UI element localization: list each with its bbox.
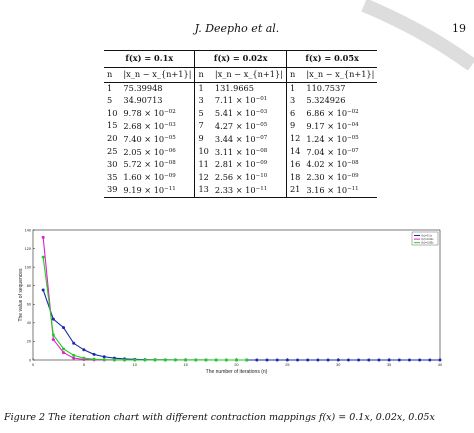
y-tick-label: 120 [24,246,31,251]
col-header-n: n [104,67,120,82]
cell-mantissa: 3.16 × 10 [306,184,348,195]
cell-exponent: −07 [255,134,268,141]
cell-n: 7 [195,120,212,133]
table-row [104,158,377,171]
data-point [428,359,431,362]
results-table [104,50,377,198]
cell-exponent: −05 [347,134,359,141]
group-header-0.02x: f(x) = 0.02x [195,51,286,68]
cell-difference [212,158,287,171]
cell-difference [303,120,377,133]
cell-mantissa: 6.86 × 10 [306,108,348,119]
data-point [62,347,65,350]
cell-exponent: −11 [255,185,268,192]
group-header-0.05x: f(x) = 0.05x [286,51,377,68]
cell-exponent: −05 [255,121,268,128]
cell-exponent: −01 [255,96,268,103]
cell-exponent: −06 [164,147,176,154]
cell-difference [212,94,287,107]
col-header-n: n [195,67,212,82]
data-point [42,236,45,239]
table-column-header-row [104,67,377,82]
cell-n: 5 [195,107,212,120]
cell-difference [303,133,377,146]
cell-mantissa: 7.40 × 10 [123,133,165,144]
data-point [42,288,45,291]
data-point [286,359,289,362]
data-point [42,256,45,259]
y-tick-label: 0 [28,358,31,363]
legend-entry: f(x)=0.1x [421,234,433,238]
cell-difference [212,146,287,159]
cell-n: 3 [286,94,303,107]
x-tick-label: 0 [31,363,35,367]
data-point [113,358,116,361]
cell-n: 1 [107,82,113,93]
cell-mantissa: 1.60 × 10 [123,172,165,183]
data-point [276,359,279,362]
cell-mantissa: 5.72 × 10 [123,159,165,170]
cell-n: 16 [286,158,303,171]
data-point [154,359,157,362]
cell-difference [212,184,287,197]
cell-exponent: −08 [347,160,359,167]
data-point [337,359,340,362]
data-point [418,359,421,362]
cell-n: 5 [107,94,113,105]
cell-n: 6 [286,107,303,120]
data-point [62,351,65,354]
figure-caption: Figure 2 The iteration chart with different contraction mappings f(x) = 0.1x, 0.02x, 0.05x [4,412,435,423]
x-tick-label: 30 [336,363,341,367]
data-point [235,359,238,362]
cell-n: 30 [107,158,118,169]
table-row [104,171,377,184]
cell-mantissa: 9.17 × 10 [306,120,348,131]
x-tick-label: 15 [183,363,188,367]
cell-n: 9 [195,133,212,146]
x-tick-label: 40 [437,363,443,367]
table-body [104,82,377,197]
cell-n: 12 [286,133,303,146]
cell-mantissa: 2.81 × 10 [214,159,256,170]
data-point [204,359,207,362]
cell-n: 18 [286,171,303,184]
data-point [306,359,309,362]
table-row [104,184,377,197]
cell-n: 10 [107,107,118,118]
cell-difference [212,133,287,146]
table-row [104,94,377,107]
cell-difference [303,107,377,120]
cell-exponent: −08 [164,160,176,167]
cell-mantissa: 34.90713 [123,94,163,105]
data-point [398,359,401,362]
col-header-difference: |x_n − x_{n+1}| [303,67,377,82]
y-tick-label: 40 [26,321,31,326]
data-point [439,359,442,362]
cell-mantissa: 2.30 × 10 [306,172,348,183]
data-point [103,358,106,361]
data-point [62,326,65,329]
x-tick-label: 35 [387,363,392,367]
cell-exponent: −04 [347,121,359,128]
cell-exponent: −09 [347,173,359,180]
cell-exponent: −10 [255,173,268,180]
cell-mantissa: 9.78 × 10 [123,108,165,119]
data-point [72,354,75,357]
data-point [143,358,146,361]
data-point [194,359,197,362]
data-point [72,357,75,360]
cell-n: 1 [286,82,303,94]
x-tick-label: 25 [285,363,290,367]
cell-mantissa: 7.11 × 10 [214,95,256,106]
cell-exponent: −05 [164,134,176,141]
data-point [388,359,391,362]
cell-mantissa: 4.27 × 10 [214,120,256,131]
cell-mantissa: 5.324926 [306,94,346,105]
cell-difference [120,82,195,94]
cell-mantissa: 110.7537 [306,82,346,93]
cell-exponent: −09 [164,173,176,180]
cell-exponent: −08 [255,147,268,154]
data-point [72,342,75,345]
iteration-chart [0,222,474,412]
table-row [104,82,377,94]
col-header-n: n [286,67,303,82]
data-point [347,359,350,362]
cell-mantissa: 3.44 × 10 [214,133,256,144]
cell-mantissa: 131.9665 [214,82,254,93]
cell-difference [120,94,195,107]
data-point [123,358,126,361]
cell-difference [303,146,377,159]
x-tick-label: 10 [132,363,137,367]
cell-exponent: −09 [255,160,268,167]
cell-n: 9 [286,120,303,133]
legend-entry: f(x)=0.05x [421,241,434,245]
cell-n: 35 [107,171,118,182]
cell-n: 21 [286,184,303,197]
x-axis-label: The number of iterations (n) [205,369,268,375]
x-tick-label: 20 [234,363,239,367]
cell-mantissa: 7.04 × 10 [306,146,348,157]
cell-exponent: −03 [255,109,268,116]
data-point [316,359,319,362]
data-point [93,358,96,361]
cell-mantissa: 2.56 × 10 [214,172,256,183]
data-point [255,359,258,362]
cell-difference [212,120,287,133]
cell-mantissa: 4.02 × 10 [306,159,348,170]
table-row [104,146,377,159]
data-point [174,359,177,362]
cell-difference [120,171,195,184]
cell-n: 3 [195,94,212,107]
data-point [266,359,269,362]
x-tick-label: 5 [82,363,85,367]
cell-mantissa: 5.41 × 10 [214,108,256,119]
cell-mantissa: 2.33 × 10 [214,184,256,195]
data-point [377,359,380,362]
data-point [225,359,228,362]
cell-difference [303,184,377,197]
data-point [327,359,330,362]
group-header-0.1x: f(x) = 0.1x [104,51,195,68]
y-tick-label: 60 [26,302,31,307]
cell-difference [120,120,195,133]
cell-exponent: −02 [347,109,359,116]
page-number: 19 [452,22,466,35]
data-point [184,359,187,362]
cell-mantissa: 3.11 × 10 [214,146,256,157]
iteration-chart-figure [0,222,474,412]
cell-n: 20 [107,133,118,144]
cell-n: 11 [195,158,212,171]
cell-difference [120,107,195,120]
cell-difference [120,133,195,146]
cell-difference [120,184,195,197]
data-point [52,338,55,341]
data-point [93,353,96,356]
data-point [408,359,411,362]
cell-difference [303,94,377,107]
data-point [357,359,360,362]
cell-exponent: −02 [164,109,176,116]
cell-exponent: −03 [164,121,176,128]
col-header-difference: |x_n − x_{n+1}| [212,67,287,82]
y-axis-label: The value of sequences [18,268,24,322]
cell-difference [303,158,377,171]
cell-n: 15 [107,120,118,131]
cell-n: 12 [195,171,212,184]
cell-n: 14 [286,146,303,159]
data-point [133,358,136,361]
legend-entry: f(x)=0.02x [421,238,434,242]
y-tick-label: 80 [26,284,31,289]
cell-difference [212,171,287,184]
col-header-difference: |x_n − x_{n+1}| [120,67,195,82]
cell-mantissa: 1.24 × 10 [306,133,348,144]
cell-difference [120,158,195,171]
data-point [215,359,218,362]
cell-difference [303,82,377,94]
data-point [245,359,248,362]
y-tick-label: 140 [24,228,31,233]
cell-difference [303,171,377,184]
running-head: J. Deepho et al. [194,22,280,35]
data-point [296,359,299,362]
plot-area [33,230,440,360]
data-point [82,357,85,360]
data-point [164,359,167,362]
table-row [104,133,377,146]
table-row [104,120,377,133]
cell-n: 25 [107,146,118,157]
cell-difference [212,107,287,120]
data-point [52,318,55,321]
cell-exponent: −07 [347,147,359,154]
cell-n: 1 [195,82,212,94]
data-point [103,355,106,358]
table-group-header-row [104,51,377,68]
data-point [52,333,55,336]
cell-mantissa: 9.19 × 10 [123,184,165,195]
cell-n: 39 [104,184,120,197]
cell-mantissa: 75.39948 [123,82,163,93]
table-row [104,107,377,120]
cell-n: 13 [195,184,212,197]
cell-mantissa: 2.68 × 10 [123,120,165,131]
y-tick-label: 100 [24,265,31,270]
cell-mantissa: 2.05 × 10 [123,146,165,157]
cell-exponent: −11 [164,185,176,192]
y-tick-label: 20 [26,339,31,344]
cell-difference [120,146,195,159]
cell-n: 10 [195,146,212,159]
cell-exponent: −11 [347,185,359,192]
data-point [367,359,370,362]
cell-difference [212,82,287,94]
data-point [82,348,85,351]
